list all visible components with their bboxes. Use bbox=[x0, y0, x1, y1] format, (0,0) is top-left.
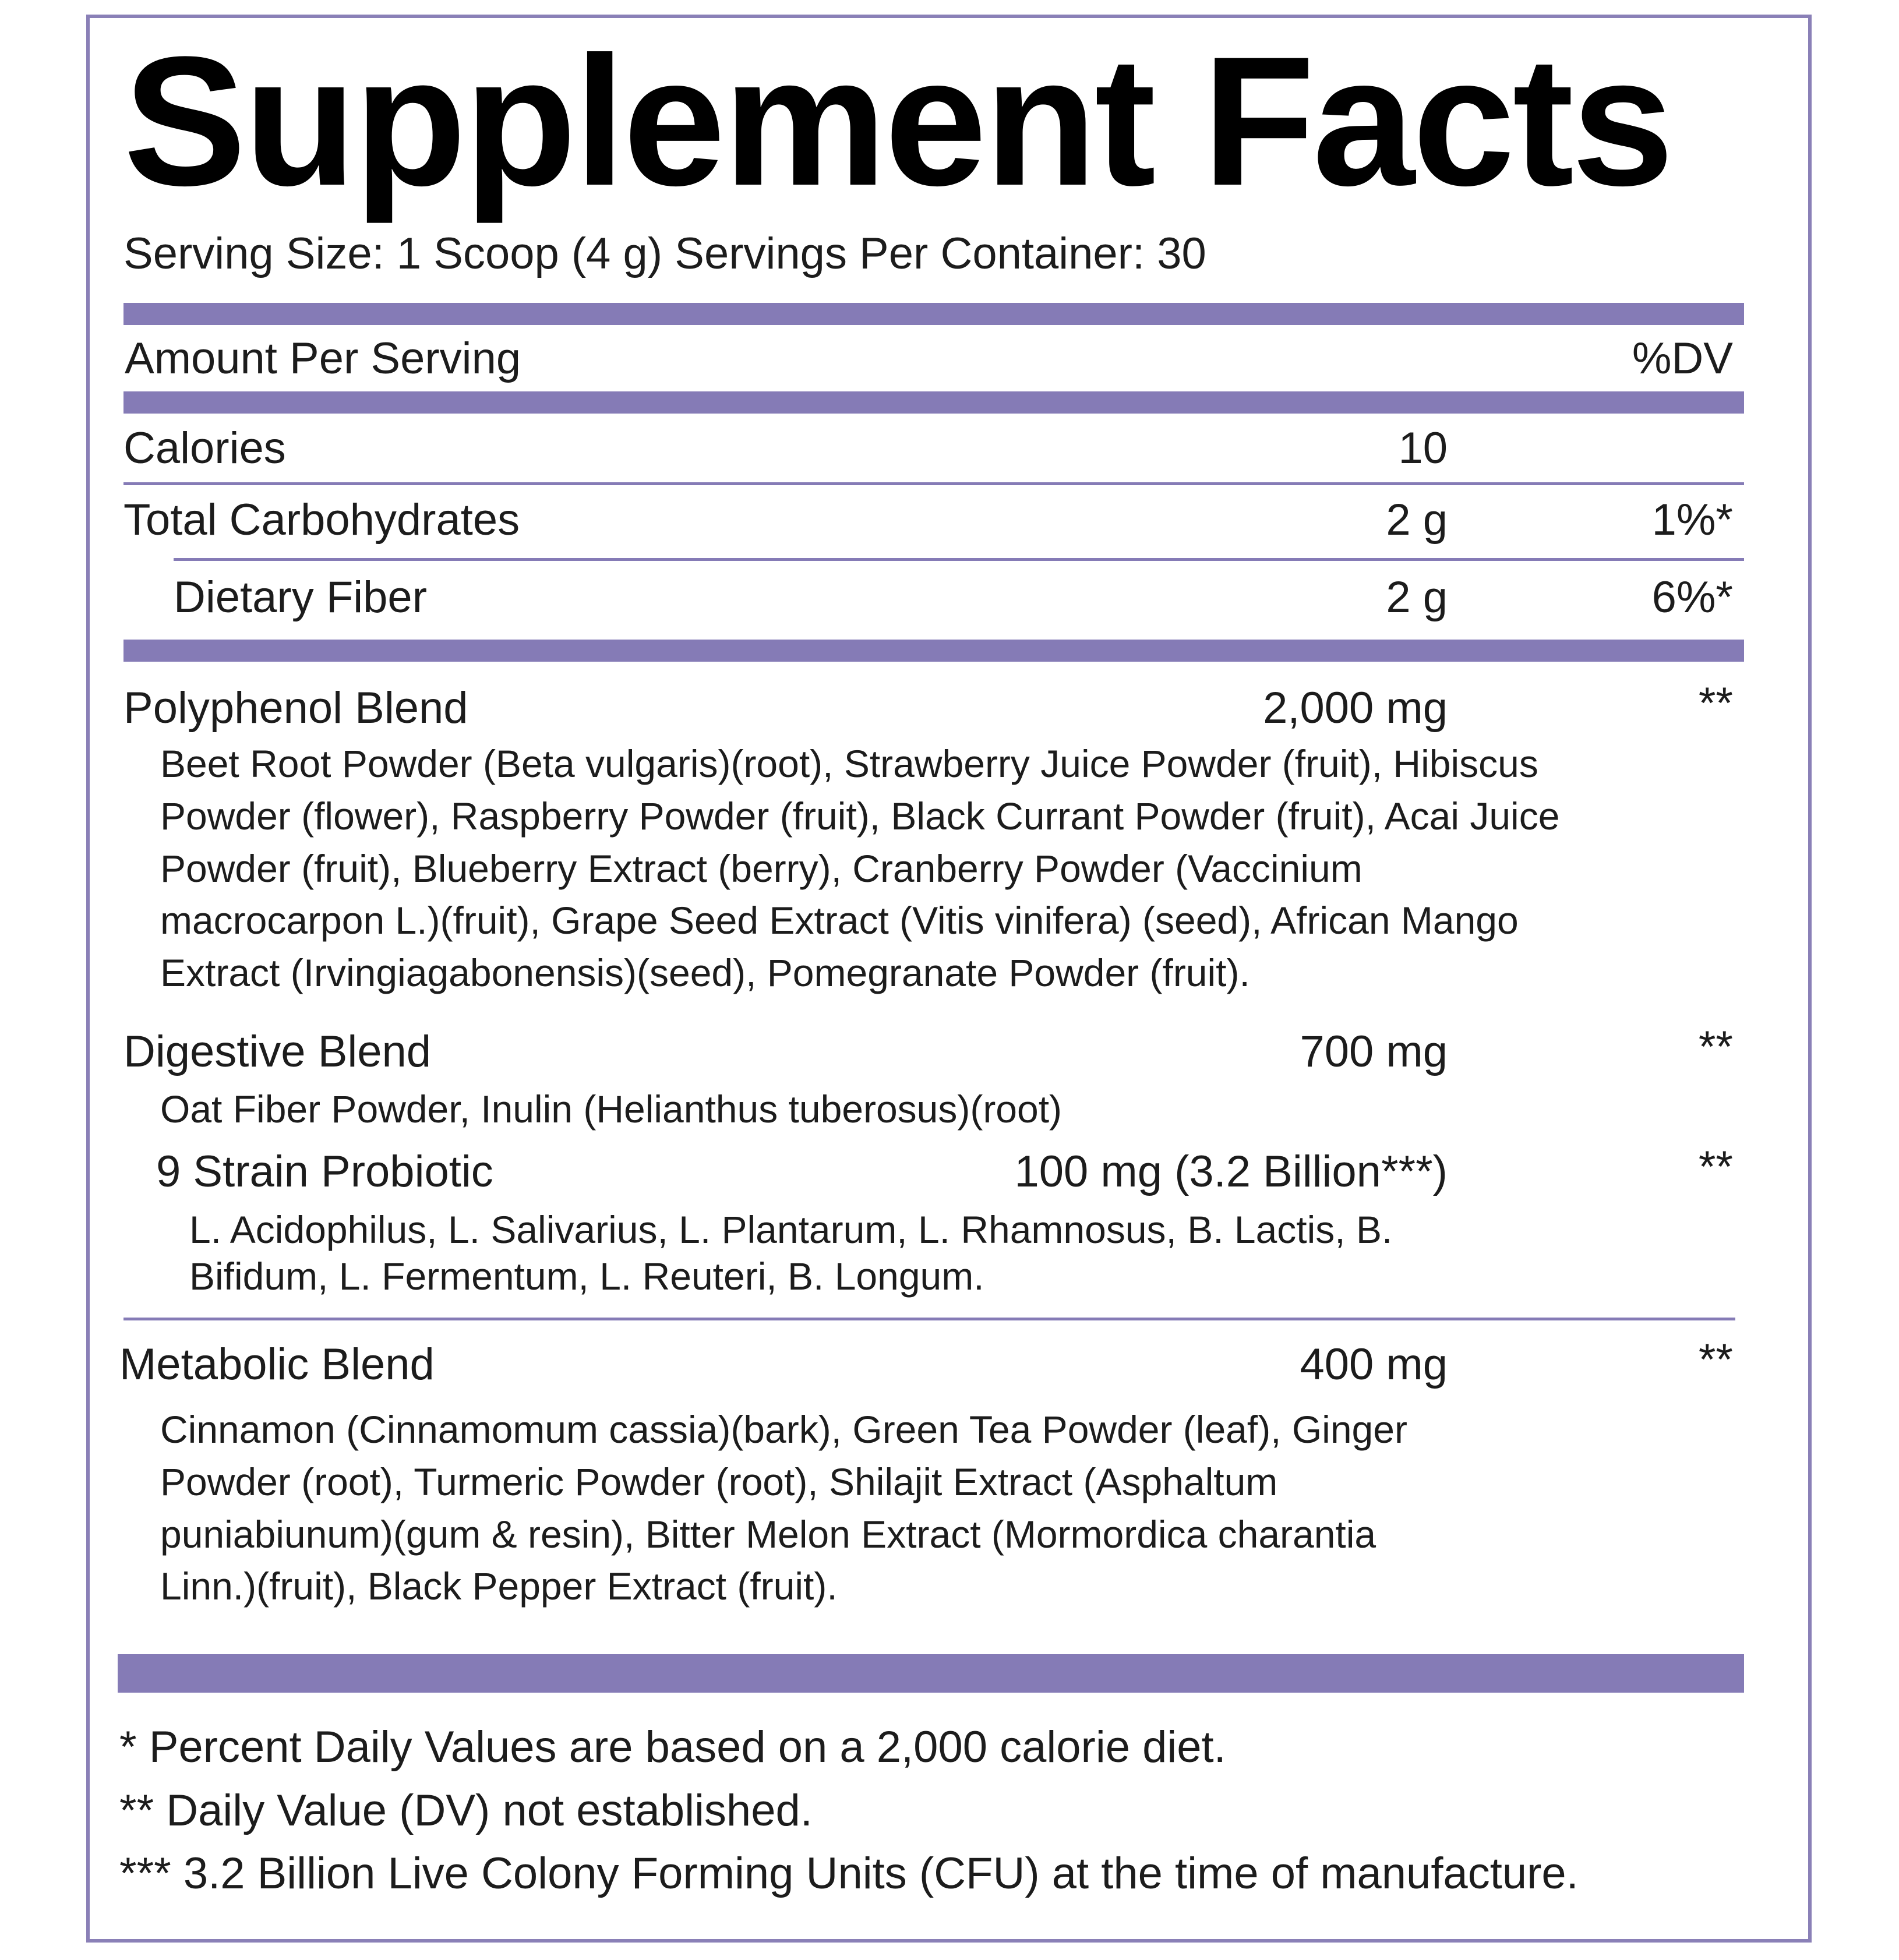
ingredient-line: Powder (fruit), Blueberry Extract (berry), Cranberry Powder (Vaccinium bbox=[160, 846, 1363, 890]
thick-divider-4 bbox=[118, 1654, 1744, 1693]
ingredient-line: Bifidum, L. Fermentum, L. Reuteri, B. Longum. bbox=[189, 1254, 984, 1298]
ingredient-line: L. Acidophilus, L. Salivarius, L. Plantarum, L. Rhamnosus, B. Lactis, B. bbox=[189, 1208, 1393, 1251]
ingredient-line: Cinnamon (Cinnamomum cassia)(bark), Green Tea Powder (leaf), Ginger bbox=[160, 1408, 1407, 1451]
serving-info: Serving Size: 1 Scoop (4 g) Servings Per Container: 30 bbox=[123, 229, 1206, 278]
footnote: * Percent Daily Values are based on a 2,000 calorie diet. bbox=[119, 1722, 1226, 1772]
metabolic-blend-label: Metabolic Blend bbox=[119, 1340, 435, 1389]
thin-divider bbox=[123, 1318, 1735, 1320]
polyphenol-blend-amount: 2,000 mg bbox=[1263, 683, 1448, 733]
probiotic-label: 9 Strain Probiotic bbox=[156, 1147, 493, 1196]
polyphenol-blend-dv: ** bbox=[1698, 679, 1733, 728]
thick-divider-2 bbox=[123, 391, 1744, 414]
ingredient-line: Linn.)(fruit), Black Pepper Extract (fruit). bbox=[160, 1565, 838, 1608]
ingredient-line: macrocarpon L.)(fruit), Grape Seed Extract (Vitis vinifera) (seed), African Mango bbox=[160, 899, 1519, 942]
footnote: *** 3.2 Billion Live Colony Forming Units (CFU) at the time of manufacture. bbox=[119, 1849, 1579, 1899]
ingredient-line: Extract (Irvingiagabonensis)(seed), Pomegranate Powder (fruit). bbox=[160, 951, 1250, 994]
ingredient-line: Powder (root), Turmeric Powder (root), Shilajit Extract (Asphaltum bbox=[160, 1460, 1278, 1503]
metabolic-blend-ingredients bbox=[160, 1404, 1407, 1613]
ingredient-line: Powder (flower), Raspberry Powder (fruit), Black Currant Powder (fruit), Acai Juice bbox=[160, 794, 1560, 838]
dietary-fiber-label: Dietary Fiber bbox=[174, 573, 427, 622]
total-carbohydrates-amount: 2 g bbox=[1386, 495, 1448, 545]
footnotes bbox=[119, 1716, 1579, 1906]
metabolic-blend-amount: 400 mg bbox=[1300, 1340, 1448, 1389]
digestive-blend-ingredients: Oat Fiber Powder, Inulin (Helianthus tuberosus)(root) bbox=[160, 1087, 1063, 1131]
dv-header: %DV bbox=[1632, 334, 1733, 383]
thick-divider-3 bbox=[123, 640, 1744, 662]
ingredient-line: puniabiunum)(gum & resin), Bitter Melon Extract (Mormordica charantia bbox=[160, 1512, 1376, 1556]
thin-divider bbox=[174, 558, 1744, 561]
digestive-blend-amount: 700 mg bbox=[1300, 1027, 1448, 1076]
total-carbohydrates-dv: 1%* bbox=[1651, 495, 1733, 545]
ingredient-line: Beet Root Powder (Beta vulgaris)(root), Strawberry Juice Powder (fruit), Hibiscus bbox=[160, 742, 1538, 785]
thick-divider-1 bbox=[123, 303, 1744, 325]
probiotic-ingredients bbox=[189, 1207, 1392, 1300]
thin-divider bbox=[123, 482, 1744, 485]
polyphenol-blend-label: Polyphenol Blend bbox=[123, 683, 468, 733]
polyphenol-blend-ingredients bbox=[160, 738, 1559, 1000]
dietary-fiber-amount: 2 g bbox=[1386, 573, 1448, 622]
calories-amount: 10 bbox=[1398, 423, 1448, 473]
dietary-fiber-dv: 6%* bbox=[1651, 573, 1733, 622]
amount-per-serving-header: Amount Per Serving bbox=[125, 334, 521, 383]
footnote: ** Daily Value (DV) not established. bbox=[119, 1785, 813, 1835]
digestive-blend-dv: ** bbox=[1698, 1022, 1733, 1072]
label-title: Supplement Facts bbox=[123, 18, 1672, 224]
probiotic-amount: 100 mg (3.2 Billion***) bbox=[1014, 1147, 1448, 1196]
calories-label: Calories bbox=[123, 423, 286, 473]
total-carbohydrates-label: Total Carbohydrates bbox=[123, 495, 520, 545]
metabolic-blend-dv: ** bbox=[1698, 1335, 1733, 1385]
probiotic-dv: ** bbox=[1698, 1142, 1733, 1192]
digestive-blend-label: Digestive Blend bbox=[123, 1027, 432, 1076]
